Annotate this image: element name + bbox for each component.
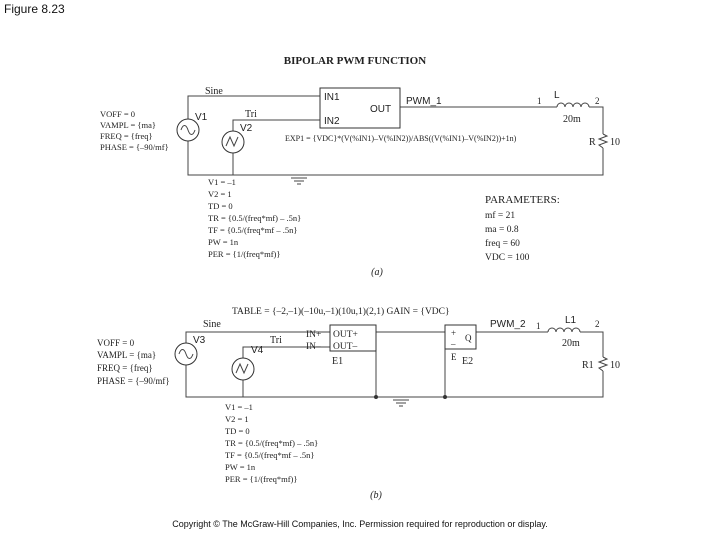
b-junction-dot	[443, 395, 447, 399]
figure-title: Figure 8.23	[4, 2, 65, 16]
b-e2-plus: +	[451, 328, 457, 338]
b-tri-params	[225, 402, 318, 484]
a-parameter: freq = 60	[485, 239, 520, 249]
b-table-gain: TABLE = {–2,–1)(–10u,–1)(10u,1)(2,1) GAIN = {VDC}	[232, 307, 450, 317]
b-source-params	[97, 338, 170, 386]
b-source-param: VAMPL = {ma}	[97, 350, 157, 360]
a-inductor-label: L	[554, 90, 560, 101]
a-sine-label: Sine	[205, 86, 223, 97]
b-e2-minus: –	[451, 339, 456, 349]
a-tri-param: V1 = –1	[208, 177, 236, 187]
b-e1-inp: IN+	[306, 330, 322, 340]
a-inductor-icon	[555, 103, 589, 107]
b-e1-outm: OUT–	[333, 342, 358, 352]
b-pwm-label: PWM_2	[490, 319, 526, 330]
b-resistance-value: 10	[610, 360, 620, 371]
b-tri-param: V1 = –1	[225, 402, 253, 412]
b-inductor-icon	[545, 328, 580, 332]
b-inductance-value: 20m	[562, 338, 580, 349]
a-node1-label: 1	[537, 96, 542, 106]
b-tri-param: TD = 0	[225, 426, 250, 436]
a-exp1-expression: EXP1 = {VDC}*(V(%IN1)–V(%IN2))/ABS((V(%IN1)–V(%IN2))+1n)	[285, 134, 517, 143]
b-junction-dot	[374, 395, 378, 399]
b-v3-label: V3	[193, 335, 206, 346]
a-v2-tri-source-icon	[222, 131, 244, 153]
b-tri-param: PW = 1n	[225, 462, 256, 472]
a-tri-param: PER = {1/(freq*mf)}	[208, 249, 281, 259]
a-tri-param: TF = {0.5/(freq*mf – .5n}	[208, 225, 298, 235]
b-ground-symbol	[393, 400, 409, 406]
b-source-param: PHASE = {–90/mf}	[97, 376, 170, 386]
a-in1-label: IN1	[324, 92, 340, 103]
a-v2-label: V2	[240, 123, 253, 134]
b-tri-param: V2 = 1	[225, 414, 249, 424]
a-parameter: VDC = 100	[485, 253, 530, 263]
a-caption: (a)	[371, 267, 383, 278]
b-e1-outp: OUT+	[333, 330, 358, 340]
b-tri-param: TR = {0.5/(freq*mf) – .5n}	[225, 438, 319, 448]
a-source-param: FREQ = {freq}	[100, 131, 153, 141]
a-tri-param: PW = 1n	[208, 237, 239, 247]
a-tri-param: V2 = 1	[208, 189, 232, 199]
a-out-label: OUT	[370, 104, 392, 115]
b-tri-param: TF = {0.5/(freq*mf – .5n}	[225, 450, 315, 460]
a-source-param: PHASE = {–90/mf}	[100, 142, 169, 152]
a-tri-param: TR = {0.5/(freq*mf) – .5n}	[208, 213, 302, 223]
b-node2-label: 2	[595, 319, 600, 329]
b-resistor-icon	[599, 357, 607, 371]
a-tri-params	[208, 177, 301, 259]
b-e2-label: E2	[462, 356, 474, 367]
b-e2-e-label: E	[451, 352, 457, 362]
a-heading: BIPOLAR PWM FUNCTION	[283, 55, 427, 67]
a-wire-l-r	[589, 107, 603, 134]
b-tri-label: Tri	[270, 335, 282, 346]
a-source-param: VOFF = 0	[100, 109, 136, 119]
b-inductor-label: L1	[565, 315, 577, 326]
b-v3-sine-source-icon	[175, 343, 197, 365]
a-in2-label: IN2	[324, 116, 340, 127]
a-resistance-value: 10	[610, 137, 620, 148]
b-e2-q: Q	[465, 333, 472, 343]
b-tri-param: PER = {1/(freq*mf)}	[225, 474, 298, 484]
b-node1-label: 1	[536, 321, 541, 331]
a-wire-return	[188, 141, 603, 175]
copyright-notice: Copyright © The McGraw-Hill Companies, Inc. Permission required for reproduction or display.	[172, 519, 548, 529]
a-parameters-heading: PARAMETERS:	[485, 194, 560, 206]
b-source-param: FREQ = {freq}	[97, 363, 153, 373]
b-sine-label: Sine	[203, 319, 221, 330]
b-resistor-label: R1	[582, 360, 594, 371]
b-caption: (b)	[370, 490, 382, 501]
a-resistor-icon	[599, 134, 607, 148]
a-node2-label: 2	[595, 96, 600, 106]
b-e1-label: E1	[332, 356, 344, 367]
a-source-params	[100, 109, 169, 152]
b-wire-l-r	[580, 332, 603, 357]
b-v4-tri-source-icon	[232, 358, 254, 380]
a-tri-label: Tri	[245, 109, 257, 120]
a-tri-param: TD = 0	[208, 201, 233, 211]
a-parameter: mf = 21	[485, 211, 516, 221]
a-resistor-label: R	[589, 137, 596, 148]
a-ground-symbol	[291, 178, 307, 184]
a-parameter: ma = 0.8	[485, 225, 519, 235]
b-e1-inm: IN–	[306, 342, 321, 352]
a-pwm-label: PWM_1	[406, 96, 442, 107]
a-v1-label: V1	[195, 112, 208, 123]
b-v4-label: V4	[251, 345, 264, 356]
a-source-param: VAMPL = {ma}	[100, 120, 156, 130]
a-parameters-list	[485, 210, 530, 263]
b-source-param: VOFF = 0	[97, 338, 135, 348]
a-inductance-value: 20m	[563, 114, 581, 125]
